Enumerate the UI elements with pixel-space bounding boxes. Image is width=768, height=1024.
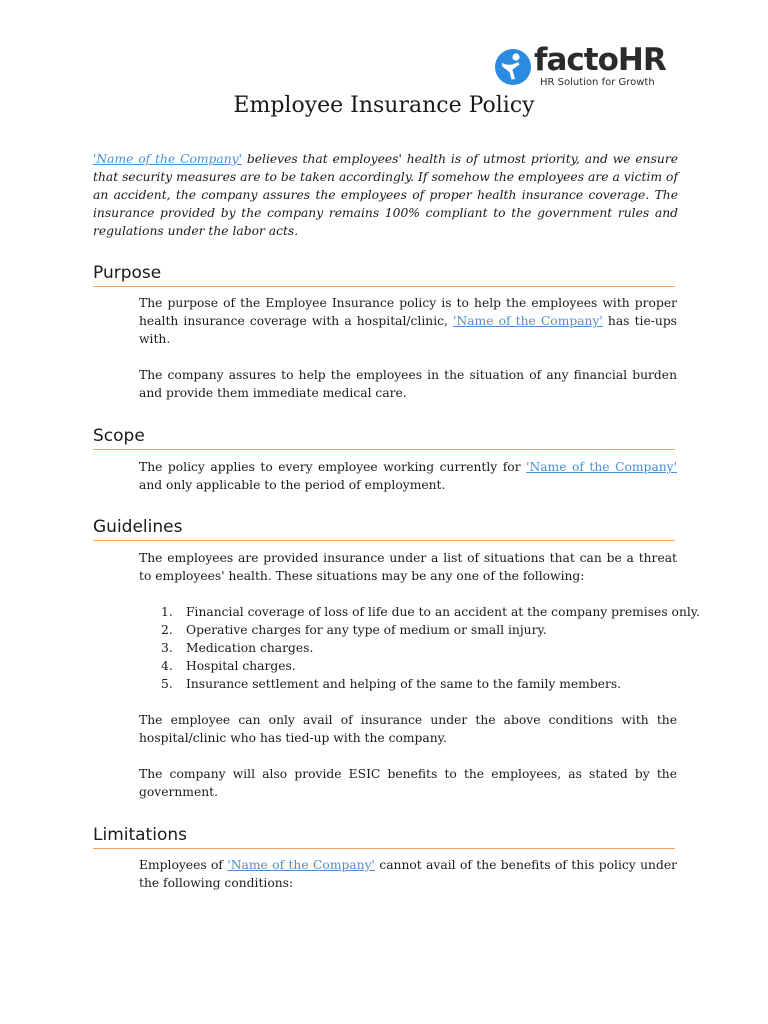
list-item-number: 3. <box>161 641 173 655</box>
guidelines-paragraph-2: The employee can only avail of insurance under the above conditions with the hospital/clinic who has tied-up with the company. <box>139 713 677 745</box>
scope-heading: Scope <box>93 426 675 450</box>
list-item-text: Operative charges for any type of medium or small injury. <box>186 623 547 637</box>
document-title: Employee Insurance Policy <box>233 93 535 118</box>
list-item-number: 4. <box>161 659 173 673</box>
list-item <box>139 603 701 621</box>
list-item-number: 1. <box>161 605 173 619</box>
purpose-heading: Purpose <box>93 263 675 287</box>
purpose-p1-before: The purpose of the Employee Insurance policy is to help the employees with proper health insurance coverage with a hospital/clinic, <box>139 296 677 328</box>
list-item-text: Insurance settlement and helping of the same to the family members. <box>186 677 622 691</box>
company-name-placeholder: 'Name of the Company' <box>453 314 603 328</box>
list-item-number: 2. <box>161 623 173 637</box>
limitations-heading: Limitations <box>93 825 675 849</box>
list-item <box>139 621 677 639</box>
company-name-placeholder: 'Name of the Company' <box>93 152 242 166</box>
list-item-text: Medication charges. <box>186 641 314 655</box>
company-name-placeholder: 'Name of the Company' <box>227 858 375 872</box>
logo-tagline: HR Solution for Growth <box>540 77 655 88</box>
factohr-logo <box>494 42 674 90</box>
guidelines-heading: Guidelines <box>93 517 675 541</box>
limitations-p1-after: cannot avail of the benefits of this policy under the following conditions: <box>139 858 677 890</box>
list-item-number: 5. <box>161 677 173 691</box>
purpose-paragraph-1 <box>139 294 677 348</box>
guidelines-paragraph-3: The company will also provide ESIC benefits to the employees, as stated by the government. <box>139 767 677 799</box>
scope-p1-before: The policy applies to every employee working currently for <box>139 460 527 474</box>
list-item <box>139 675 677 693</box>
intro-paragraph <box>93 150 678 240</box>
list-item <box>139 657 677 675</box>
purpose-paragraph-2: The company assures to help the employees in the situation of any financial burden and provide them immediate medical care. <box>139 368 677 400</box>
list-item-text: Hospital charges. <box>186 659 296 673</box>
logo-wordmark: factoHR <box>534 42 666 78</box>
guidelines-list <box>139 603 701 693</box>
guidelines-paragraph-1: The employees are provided insurance under a list of situations that can be a threat to employees' health. These situations may be any one of the following: <box>139 551 677 583</box>
limitations-paragraph <box>139 856 677 892</box>
list-item <box>139 639 677 657</box>
scope-p1-after: and only applicable to the period of employment. <box>139 478 446 492</box>
list-item-text: Financial coverage of loss of life due to an accident at the company premises only. <box>186 605 701 619</box>
scope-paragraph <box>139 458 677 494</box>
intro-text: believes that employees' health is of utmost priority, and we ensure that security measures are to be taken accordingly. If somehow the employees are a victim of an accident, the company assures the employees of proper health insurance coverage. The insurance provided by the company remains 100% compliant to the government rules and regulations under the labor acts. <box>93 152 678 238</box>
limitations-p1-before: Employees of <box>139 858 228 872</box>
company-name-placeholder: 'Name of the Company' <box>526 460 677 474</box>
logo-person-icon <box>494 48 532 86</box>
purpose-p1-after: has tie-ups with. <box>139 314 677 346</box>
